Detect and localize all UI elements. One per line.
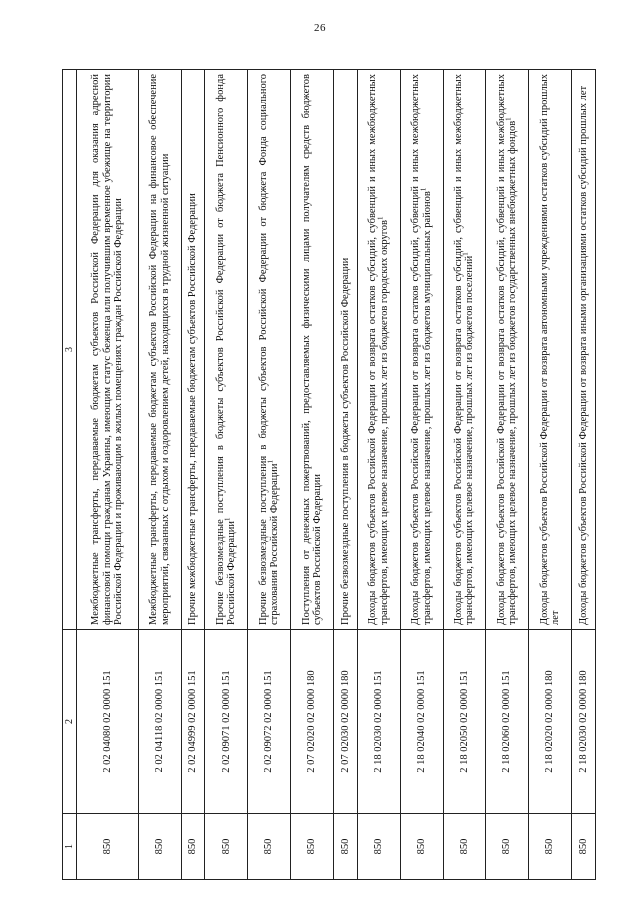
description-text: Доходы бюджетов субъектов Российской Федерации от возврата остатков субсидий, субвенций и иных межбюджетных трансфертов, имеющих целевое назначение, прошлых лет из бюджетов городских округов <box>367 74 390 625</box>
budget-code-cell: 2 02 04118 02 0000 151 <box>138 630 181 814</box>
table-row <box>333 70 357 880</box>
admin-code-cell: 850 <box>248 814 291 880</box>
admin-code-cell: 850 <box>333 814 357 880</box>
description-cell <box>291 70 334 630</box>
admin-code-cell: 850 <box>138 814 181 880</box>
budget-code-cell: 2 02 09072 02 0000 151 <box>248 630 291 814</box>
column-header: 3 <box>63 70 77 630</box>
description-cell <box>77 70 139 630</box>
description-text: Доходы бюджетов субъектов Российской Федерации от возврата иными организациями остатков субсидий прошлых лет <box>577 85 589 625</box>
description-text: Поступления от денежных пожертвований, предоставляемых физическими лицами получателям средств бюджетов субъектов Российской Федерации <box>300 74 324 625</box>
page-number: 26 <box>314 22 326 34</box>
description-cell <box>400 70 443 630</box>
admin-code-cell: 850 <box>77 814 139 880</box>
description-text: Прочие безвозмездные поступления в бюджеты субъектов Российской Федерации от бюджета Пенсионного фонда Российской Федерации <box>214 74 238 625</box>
budget-code-cell: 2 18 02050 02 0000 151 <box>443 630 486 814</box>
description-cell <box>571 70 595 630</box>
description-text: Прочие безвозмездные поступления в бюджеты субъектов Российской Федерации от бюджета Фонда социального страхования Российской Федерации <box>257 74 281 625</box>
description-cell <box>333 70 357 630</box>
table-row <box>486 70 529 880</box>
footnote-marker: 1 <box>419 187 428 192</box>
footnote-marker: 1 <box>504 117 513 121</box>
description-text: Межбюджетные трансферты, передаваемые бюджетам субъектов Российской Федерации на финансовое обеспечение мероприятий, связанных с отдыхом и оздоровлением детей, находящихся в трудной жизненной ситуации <box>148 74 171 625</box>
admin-code-cell: 850 <box>443 814 486 880</box>
table-row <box>181 70 205 880</box>
revenue-codes-table <box>62 69 596 880</box>
description-cell <box>443 70 486 630</box>
description-text: Доходы бюджетов субъектов Российской Федерации от возврата остатков субсидий, субвенций и иных межбюджетных трансфертов, имеющих целевое назначение, прошлых лет из бюджетов поселений <box>452 74 476 625</box>
table-row <box>571 70 595 880</box>
budget-code-cell: 2 18 02020 02 0000 180 <box>529 630 572 814</box>
admin-code-cell: 850 <box>400 814 443 880</box>
description-cell <box>486 70 529 630</box>
table-row <box>77 70 139 880</box>
budget-code-cell: 2 07 02030 02 0000 180 <box>333 630 357 814</box>
description-text: Доходы бюджетов субъектов Российской Федерации от возврата остатков субсидий, субвенций и иных межбюджетных трансфертов, имеющих целевое назначение, прошлых лет из бюджетов муниципальных районов <box>410 74 433 625</box>
table-row <box>291 70 334 880</box>
description-text: Прочие безвозмездные поступления в бюджеты субъектов Российской Федерации <box>339 257 351 625</box>
footnote-marker: 1 <box>223 517 232 522</box>
footnote-marker: 1 <box>376 216 385 221</box>
column-header: 2 <box>63 630 77 814</box>
admin-code-cell: 850 <box>357 814 400 880</box>
table-row <box>443 70 486 880</box>
admin-code-cell: 850 <box>486 814 529 880</box>
budget-code-cell: 2 18 02030 02 0000 151 <box>357 630 400 814</box>
table-row <box>357 70 400 880</box>
rotated-table-wrapper <box>62 70 596 880</box>
admin-code-cell: 850 <box>529 814 572 880</box>
description-text: Доходы бюджетов субъектов Российской Федерации от возврата остатков субсидий, субвенций и иных межбюджетных трансфертов, имеющих целевое назначение, прошлых лет из бюджетов государственных внебюджетных фондов <box>495 74 519 625</box>
footnote-marker: 1 <box>461 252 470 256</box>
budget-code-cell: 2 07 02020 02 0000 180 <box>291 630 334 814</box>
budget-code-cell: 2 18 02030 02 0000 180 <box>571 630 595 814</box>
budget-code-cell: 2 02 04080 02 0000 151 <box>77 630 139 814</box>
table-row <box>248 70 291 880</box>
table-row <box>138 70 181 880</box>
table-row <box>205 70 248 880</box>
admin-code-cell: 850 <box>571 814 595 880</box>
description-cell <box>181 70 205 630</box>
description-cell <box>248 70 291 630</box>
description-cell <box>205 70 248 630</box>
description-cell <box>138 70 181 630</box>
description-text: Межбюджетные трансферты, передаваемые бюджетам субъектов Российской Федерации для оказания адресной финансовой помощи гражданам Украины, имеющим статус беженца или получившим временное убежище на территории Российской Федерации и проживающим в жилых помещениях граждан Российской Федерации <box>90 74 125 625</box>
budget-code-cell: 2 18 02060 02 0000 151 <box>486 630 529 814</box>
admin-code-cell: 850 <box>205 814 248 880</box>
description-text: Доходы бюджетов субъектов Российской Федерации от возврата автономными учреждениями остатков субсидий прошлых лет <box>538 74 562 625</box>
description-cell <box>529 70 572 630</box>
rotated-table-frame <box>62 70 596 880</box>
budget-code-cell: 2 02 04999 02 0000 151 <box>181 630 205 814</box>
description-text: Прочие межбюджетные трансферты, передаваемые бюджетам субъектов Российской Федерации <box>187 193 199 625</box>
table-header-row <box>63 70 77 880</box>
column-header: 1 <box>63 814 77 880</box>
description-cell <box>357 70 400 630</box>
admin-code-cell: 850 <box>181 814 205 880</box>
budget-code-cell: 2 02 09071 02 0000 151 <box>205 630 248 814</box>
budget-code-cell: 2 18 02040 02 0000 151 <box>400 630 443 814</box>
table-row <box>400 70 443 880</box>
table-row <box>529 70 572 880</box>
admin-code-cell: 850 <box>291 814 334 880</box>
footnote-marker: 1 <box>266 459 275 464</box>
